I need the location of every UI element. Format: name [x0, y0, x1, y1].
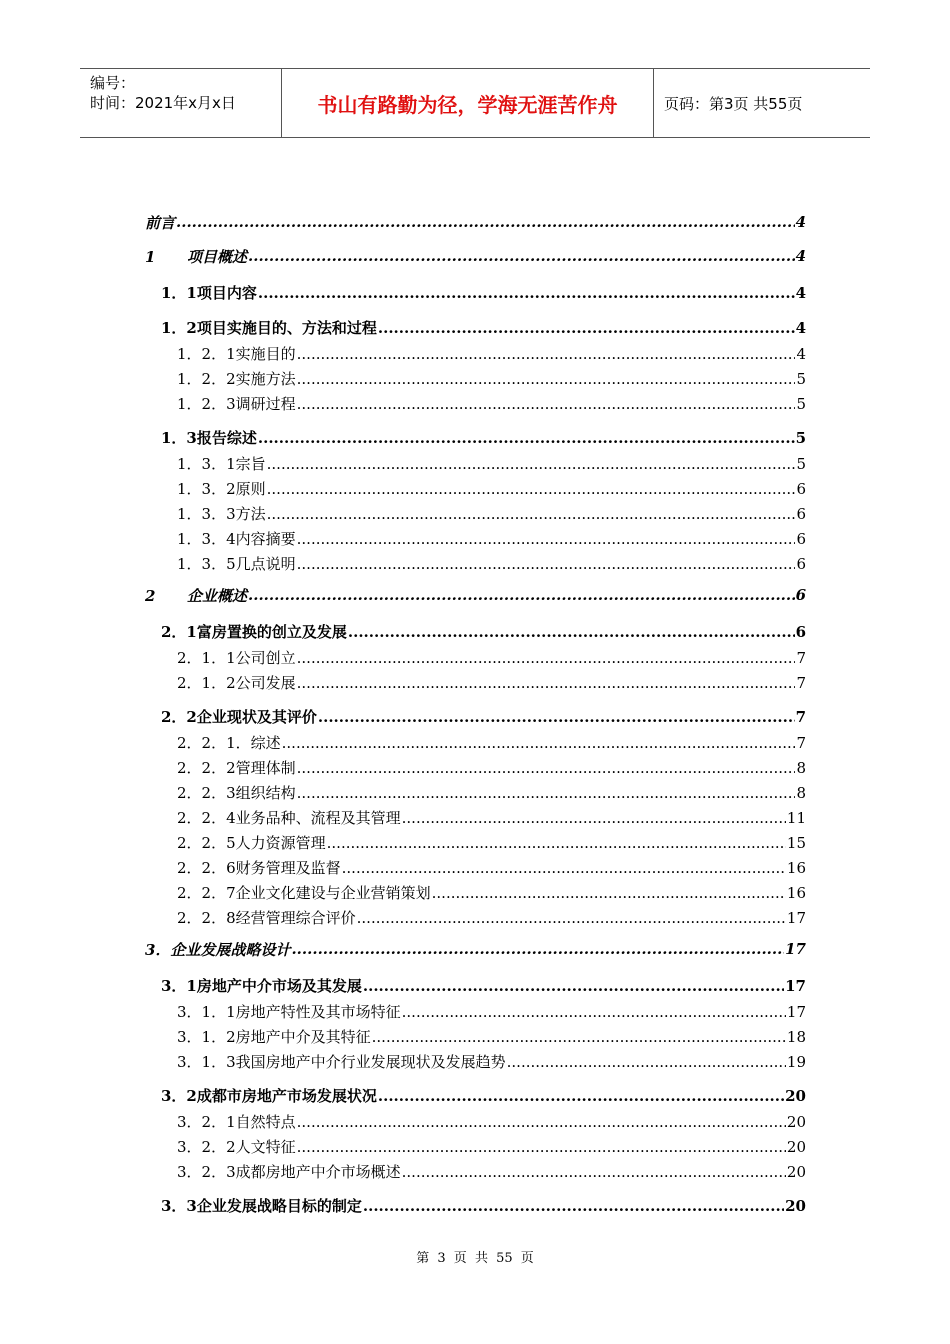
- toc-entry-page: 7: [796, 649, 806, 667]
- toc-entry-page: 7: [796, 674, 806, 692]
- toc-leader-dots: [258, 429, 795, 447]
- footer-current-page: 3: [437, 1251, 446, 1266]
- toc-leader-dots: [282, 734, 796, 752]
- toc-entry-title: 2．2．3组织结构: [177, 784, 296, 802]
- toc-entry-label: [177, 907, 356, 928]
- toc-entry-label: [177, 1161, 401, 1182]
- toc-entry-page: 20: [786, 1138, 806, 1156]
- toc-entry-label: [145, 585, 247, 606]
- toc-leader-dots: [267, 480, 796, 498]
- toc-entry-label: [177, 732, 281, 753]
- toc-entry-label: [177, 528, 296, 549]
- toc-leader-dots: [297, 759, 796, 777]
- header-meta: [80, 69, 282, 137]
- toc-entry-number: 2: [145, 586, 156, 605]
- toc-entry-title: 2．2．8经营管理综合评价: [177, 909, 356, 927]
- toc-entry[interactable]: [145, 282, 806, 308]
- toc-entry[interactable]: [145, 1001, 806, 1026]
- toc-entry-page: 4: [795, 319, 806, 337]
- toc-entry-label: [177, 1136, 296, 1157]
- toc-entry[interactable]: [145, 1051, 806, 1076]
- toc-entry-title: 2．1．1公司创立: [177, 649, 296, 667]
- toc-entry-label: [177, 1001, 401, 1022]
- toc-entry[interactable]: [145, 528, 806, 553]
- toc-entry-title: 3．2．2人文特征: [177, 1138, 296, 1156]
- toc-entry-label: [161, 1195, 362, 1216]
- toc-entry-page: 5: [796, 395, 806, 413]
- toc-entry-title: 3．2．3成都房地产中介市场概述: [177, 1163, 401, 1181]
- toc-entry-title: 2．2．6财务管理及监督: [177, 859, 341, 877]
- toc-entry[interactable]: [145, 782, 806, 807]
- toc-entry[interactable]: [145, 393, 806, 418]
- page-footer: [0, 1247, 950, 1266]
- toc-entry[interactable]: [145, 975, 806, 1001]
- toc-entry[interactable]: [145, 239, 806, 273]
- footer-part: 共: [474, 1251, 488, 1266]
- toc-entry[interactable]: [145, 672, 806, 697]
- footer-part: 第: [416, 1251, 430, 1266]
- toc-entry-page: 20: [786, 1163, 806, 1181]
- toc-entry-page: 17: [785, 977, 806, 995]
- toc-entry-title: 1．2．1实施目的: [177, 345, 296, 363]
- toc-entry[interactable]: [145, 732, 806, 757]
- toc-entry-title: 2．2．5人力资源管理: [177, 834, 326, 852]
- toc-entry-number: 1: [145, 247, 156, 266]
- toc-entry-page: 20: [786, 1113, 806, 1131]
- toc-entry-label: [161, 282, 257, 303]
- toc-entry[interactable]: [145, 932, 806, 966]
- toc-entry[interactable]: [145, 427, 806, 453]
- toc-leader-dots: [357, 909, 786, 927]
- toc-entry-label: [161, 706, 317, 727]
- toc-entry-page: 15: [786, 834, 806, 852]
- toc-entry-page: 4: [795, 213, 806, 231]
- toc-entry-label: [177, 1111, 296, 1132]
- toc-entry-title: 3．2．1自然特点: [177, 1113, 296, 1131]
- toc-entry-page: 11: [786, 809, 806, 827]
- toc-entry-title: 3．3企业发展战略目标的制定: [161, 1197, 362, 1215]
- toc-entry[interactable]: [145, 317, 806, 343]
- toc-entry[interactable]: [145, 1161, 806, 1186]
- toc-leader-dots: [507, 1053, 786, 1071]
- toc-entry[interactable]: [145, 553, 806, 578]
- toc-entry[interactable]: [145, 343, 806, 368]
- toc-entry[interactable]: [145, 1136, 806, 1161]
- toc-entry[interactable]: [145, 907, 806, 932]
- toc-entry-title: 1．2项目实施目的、方法和过程: [161, 319, 377, 337]
- toc-leader-dots: [297, 345, 796, 363]
- toc-leader-dots: [318, 708, 795, 726]
- toc-entry-title: 2．1富房置换的创立及发展: [161, 623, 347, 641]
- toc-leader-dots: [291, 940, 784, 958]
- toc-entry-page: 5: [795, 429, 806, 447]
- toc-entry[interactable]: [145, 578, 806, 612]
- toc-entry-label: [161, 1085, 377, 1106]
- footer-part: 页: [520, 1251, 534, 1266]
- toc-leader-dots: [297, 395, 796, 413]
- toc-entry[interactable]: [145, 478, 806, 503]
- toc-entry-label: [161, 317, 377, 338]
- toc-entry-title: 1．2．3调研过程: [177, 395, 296, 413]
- toc-entry-page: 6: [796, 555, 806, 573]
- toc-entry-page: 6: [795, 623, 806, 641]
- toc-entry[interactable]: [145, 453, 806, 478]
- toc-entry-label: [161, 621, 347, 642]
- toc-entry-label: [145, 246, 247, 267]
- toc-entry-title: 3．1．3我国房地产中介行业发展现状及发展趋势: [177, 1053, 506, 1071]
- toc-entry-page: 5: [796, 455, 806, 473]
- toc-entry[interactable]: [145, 647, 806, 672]
- page-header: [80, 68, 870, 138]
- toc-entry-label: [177, 393, 296, 414]
- toc-entry-page: 8: [796, 784, 806, 802]
- toc-entry-page: 19: [786, 1053, 806, 1071]
- toc-entry[interactable]: [145, 205, 806, 239]
- toc-entry-title: 1．3报告综述: [161, 429, 257, 447]
- toc-entry-label: [177, 503, 266, 524]
- toc-entry-label: [177, 647, 296, 668]
- footer-total-pages: 55: [496, 1251, 513, 1266]
- toc-entry-page: 18: [786, 1028, 806, 1046]
- toc-entry-page: 7: [796, 734, 806, 752]
- toc-entry-title: 2．2．7企业文化建设与企业营销策划: [177, 884, 431, 902]
- toc-leader-dots: [402, 1163, 786, 1181]
- table-of-contents: [145, 205, 806, 1221]
- toc-entry-title: 3．1．1房地产特性及其市场特征: [177, 1003, 401, 1021]
- toc-leader-dots: [297, 649, 796, 667]
- toc-entry-label: [145, 212, 175, 233]
- toc-leader-dots: [327, 834, 786, 852]
- toc-entry[interactable]: [145, 1085, 806, 1111]
- toc-entry[interactable]: [145, 368, 806, 393]
- toc-leader-dots: [267, 505, 796, 523]
- time-label: 时间：2021年x月x日: [90, 94, 236, 112]
- toc-entry[interactable]: [145, 621, 806, 647]
- toc-entry-label: [177, 553, 296, 574]
- toc-entry-page: 17: [786, 909, 806, 927]
- toc-entry-title: 2．2．1．综述: [177, 734, 281, 752]
- toc-leader-dots: [297, 370, 796, 388]
- toc-entry-title: 1．3．5几点说明: [177, 555, 296, 573]
- toc-entry[interactable]: [145, 832, 806, 857]
- toc-leader-dots: [342, 859, 786, 877]
- toc-entry-title: 1．1项目内容: [161, 284, 257, 302]
- toc-entry[interactable]: [145, 857, 806, 882]
- toc-entry-page: 20: [785, 1197, 806, 1215]
- toc-entry-page: 4: [796, 345, 806, 363]
- toc-leader-dots: [176, 213, 795, 231]
- toc-entry-page: 6: [796, 530, 806, 548]
- toc-entry[interactable]: [145, 882, 806, 907]
- toc-entry[interactable]: [145, 1111, 806, 1136]
- header-page-info: 页码：第3页 共55页: [664, 94, 803, 113]
- toc-leader-dots: [432, 884, 786, 902]
- toc-entry-label: [145, 939, 290, 960]
- toc-entry-page: 17: [785, 940, 806, 958]
- toc-entry-label: [177, 478, 266, 499]
- toc-entry-title: 前言: [145, 213, 176, 232]
- toc-entry-label: [177, 757, 296, 778]
- toc-entry-page: 4: [795, 247, 806, 265]
- toc-entry-page: 6: [796, 480, 806, 498]
- toc-entry-page: 7: [795, 708, 806, 726]
- toc-leader-dots: [297, 530, 796, 548]
- toc-entry[interactable]: [145, 503, 806, 528]
- toc-entry-label: [177, 832, 326, 853]
- toc-entry-page: 6: [796, 505, 806, 523]
- toc-entry-label: [177, 368, 296, 389]
- toc-entry-label: [161, 975, 362, 996]
- toc-entry-label: [161, 427, 257, 448]
- toc-entry-label: [177, 782, 296, 803]
- toc-leader-dots: [348, 623, 795, 641]
- toc-entry-page: 5: [796, 370, 806, 388]
- toc-leader-dots: [297, 1138, 786, 1156]
- toc-entry-title: 2．2企业现状及其评价: [161, 708, 317, 726]
- toc-entry-title: 2．2．2管理体制: [177, 759, 296, 777]
- toc-entry-label: [177, 672, 296, 693]
- toc-entry-label: [177, 882, 431, 903]
- toc-entry-title: 3．2成都市房地产市场发展状况: [161, 1087, 377, 1105]
- toc-entry-label: [177, 1026, 371, 1047]
- toc-entry-label: [177, 343, 296, 364]
- toc-leader-dots: [248, 247, 795, 265]
- toc-entry[interactable]: [145, 706, 806, 732]
- toc-entry-page: 6: [795, 586, 806, 604]
- toc-entry-title: 3．1房地产中介市场及其发展: [161, 977, 362, 995]
- toc-entry-label: [177, 807, 401, 828]
- toc-leader-dots: [402, 809, 786, 827]
- toc-entry[interactable]: [145, 1195, 806, 1221]
- toc-leader-dots: [258, 284, 795, 302]
- toc-entry-title: 3．企业发展战略设计: [145, 940, 291, 959]
- toc-entry[interactable]: [145, 1026, 806, 1051]
- toc-entry-page: 4: [795, 284, 806, 302]
- toc-entry-title: 1．3．4内容摘要: [177, 530, 296, 548]
- toc-entry-title: 1．2．2实施方法: [177, 370, 296, 388]
- toc-entry-title: 1．3．1宗旨: [177, 455, 266, 473]
- toc-entry-title: 2．2．4业务品种、流程及其管理: [177, 809, 401, 827]
- toc-leader-dots: [363, 977, 784, 995]
- toc-leader-dots: [378, 1087, 784, 1105]
- toc-entry-page: 8: [796, 759, 806, 777]
- toc-leader-dots: [363, 1197, 784, 1215]
- toc-entry[interactable]: [145, 757, 806, 782]
- toc-entry-page: 17: [786, 1003, 806, 1021]
- toc-entry-page: 16: [786, 859, 806, 877]
- toc-leader-dots: [378, 319, 795, 337]
- toc-entry-title: 1．3．3方法: [177, 505, 266, 523]
- toc-leader-dots: [402, 1003, 786, 1021]
- toc-entry-title: 2．1．2公司发展: [177, 674, 296, 692]
- toc-entry-label: [177, 857, 341, 878]
- code-label: 编号：: [90, 74, 136, 92]
- toc-leader-dots: [267, 455, 796, 473]
- toc-entry-label: [177, 453, 266, 474]
- toc-leader-dots: [297, 674, 796, 692]
- toc-entry[interactable]: [145, 807, 806, 832]
- toc-leader-dots: [297, 784, 796, 802]
- toc-entry-title: 企业概述: [187, 586, 248, 605]
- toc-entry-page: 20: [785, 1087, 806, 1105]
- toc-entry-title: 项目概述: [187, 247, 248, 266]
- toc-leader-dots: [297, 555, 796, 573]
- toc-entry-page: 16: [786, 884, 806, 902]
- toc-entry-label: [177, 1051, 506, 1072]
- footer-part: 页: [453, 1251, 467, 1266]
- header-motto: 书山有路勤为径，学海无涯苦作舟: [282, 69, 654, 137]
- toc-leader-dots: [248, 586, 795, 604]
- toc-leader-dots: [297, 1113, 786, 1131]
- toc-entry-title: 3．1．2房地产中介及其特征: [177, 1028, 371, 1046]
- toc-entry-title: 1．3．2原则: [177, 480, 266, 498]
- toc-leader-dots: [372, 1028, 786, 1046]
